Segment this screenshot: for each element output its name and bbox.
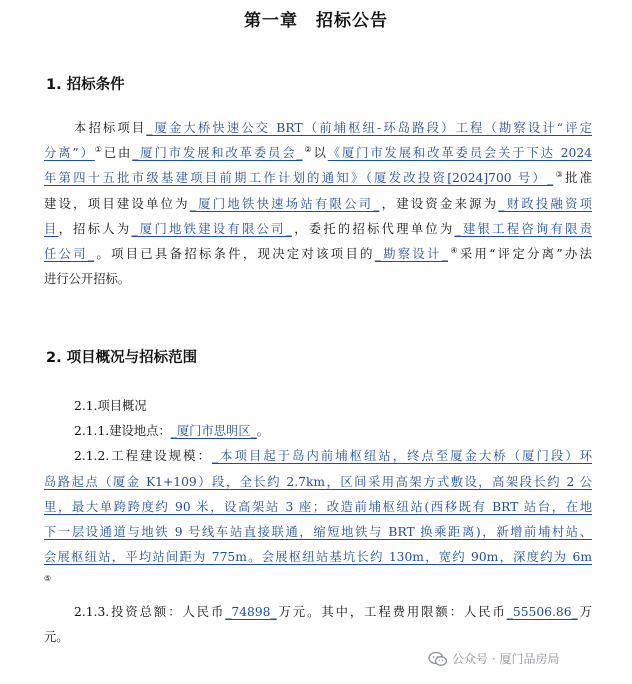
text-run: 元。 [44, 629, 69, 644]
watermark-text: 公众号 · 厦门品房局 [452, 652, 560, 666]
text-run: 2.1.2.工程建设规模： [74, 449, 212, 464]
text-line [44, 141, 592, 166]
overview-label: 2.1.项目概况 [74, 399, 147, 413]
text-run: ，建设资金来源为 [379, 196, 499, 211]
section-1-paragraph [44, 116, 592, 292]
text-line [44, 217, 592, 242]
underlined-value: _74898_ [225, 604, 277, 619]
footnote-marker: ② [302, 145, 314, 155]
underlined-value: _厦门市发展和改革委员会_ [132, 146, 303, 161]
text-run: 建设，项目建设单位为 [44, 196, 190, 211]
text-run: 万元。其中，工程费用限额：人民币 [276, 604, 507, 619]
section-2-heading: 2. 项目概况与招标范围 [46, 350, 198, 366]
text-run: 已由 [103, 146, 133, 161]
text-line [44, 570, 592, 595]
underlined-value: _厦金大桥快速公交 BRT（前埔枢纽-环岛路段）工程（勘察设计“评定 [146, 121, 592, 135]
text-run: 以 [313, 146, 328, 161]
location-line [44, 419, 592, 444]
text-run: 万 [577, 604, 592, 619]
underlined-value: _厦门市思明区_ [170, 424, 257, 439]
footnote-marker: ⑤ [44, 574, 52, 584]
text-line [44, 444, 592, 469]
investment-paragraph [44, 600, 592, 650]
underlined-value: _厦门地铁建设有限公司_ [131, 221, 292, 236]
text-run: 采用“评定分离”办法 [459, 246, 592, 261]
text-line [44, 545, 592, 570]
underlined-value: 里，最大单跨跨度约 90 米，设高架站 3 座；改造前埔枢纽站(西移既有 BRT 站台，在地 [44, 499, 592, 514]
text-run: 进行公开招标。 [44, 272, 131, 287]
text-line [44, 166, 592, 191]
text-line [44, 625, 592, 650]
section-1-heading: 1. 招标条件 [46, 77, 125, 93]
scale-paragraph [44, 444, 592, 595]
text-run: 批准 [565, 171, 592, 186]
underlined-value: _本项目起于岛内前埔枢纽站，终点至厦金大桥（厦门段）环 [211, 449, 592, 464]
text-line [44, 520, 592, 545]
underlined-value: _财政投融资项 [498, 196, 592, 211]
text-line [44, 192, 592, 217]
text-run: 。项目已具备招标条件，现决定对该项目的 [94, 246, 375, 261]
underlined-value: 目 [44, 221, 59, 236]
chapter-title: 第一章 招标公告 [244, 11, 388, 31]
wechat-icon [428, 651, 448, 667]
underlined-value: 分离”） [44, 146, 95, 161]
underlined-value: _厦门地铁快速场站有限公司_ [189, 196, 380, 211]
underlined-value: _勘察设计_ [374, 246, 448, 261]
footnote-marker: ④ [448, 245, 460, 255]
text-run: 本招标项目 [74, 121, 147, 135]
text-line [44, 267, 592, 292]
underlined-value: _建银工程咨询有限责 [454, 221, 592, 236]
text-line [44, 495, 592, 520]
underlined-value: _55506.86_ [506, 604, 578, 619]
watermark [428, 650, 559, 667]
underlined-value: 年第四十五批市级基建项目前期工作计划的通知》（厦发改投资[2024]700 号）_ [44, 171, 554, 186]
underlined-value: 会展枢纽站，平均站间距为 775m。会展枢纽站基坑长约 130m，宽约 90m，深度约为 6m [44, 550, 592, 565]
text-line [44, 116, 592, 141]
section-2-body [44, 394, 592, 650]
text-line [44, 600, 592, 625]
text-run: ，委托的招标代理单位为 [291, 221, 455, 236]
text-line [44, 470, 592, 495]
text-run: ，招标人为 [58, 221, 132, 236]
footnote-marker: ③ [553, 170, 566, 180]
underlined-value: 岛路起点（厦金 K1+109）段，全长约 2.7km，区间采用高架方式敷设，高架段长约 2 公 [44, 474, 592, 489]
underlined-value: 下一层设通道与地铁 9 号线车站直接联通，缩短地铁与 BRT 换乘距离)，新增前埔村站、 [44, 524, 592, 539]
text-run: 2.1.3.投资总额：人民币 [74, 604, 226, 619]
underlined-value: 任公司_ [44, 246, 95, 261]
underlined-value: 《厦门市发展和改革委员会关于下达 2024 [327, 146, 592, 161]
footnote-marker: ① [94, 145, 104, 155]
text-line [44, 242, 592, 267]
text-run: 2.1.1.建设地点： [74, 424, 171, 439]
text-run: 。 [256, 424, 270, 439]
